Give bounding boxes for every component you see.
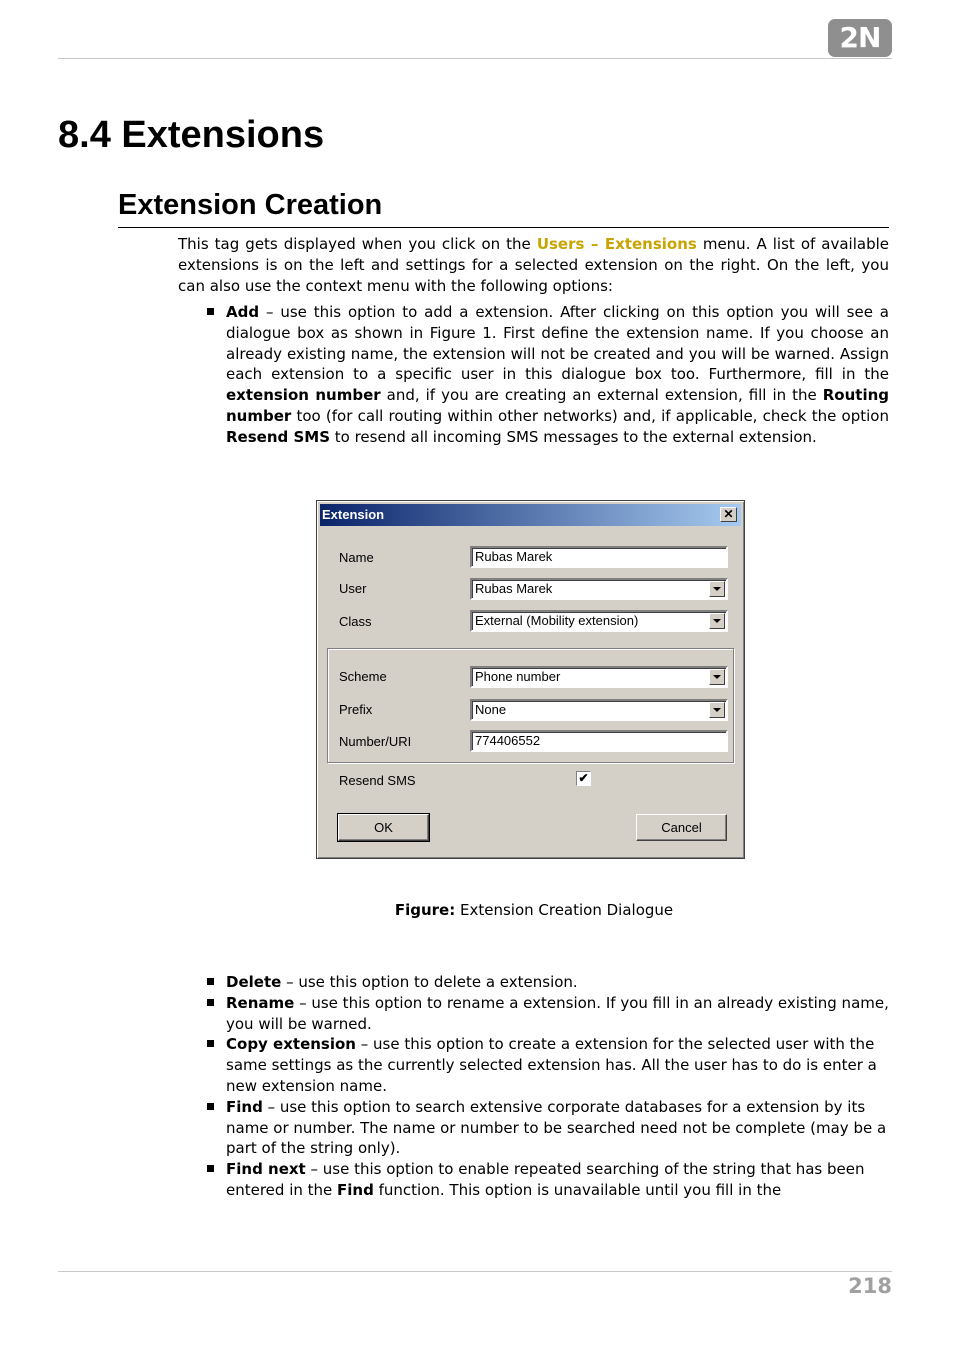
list-item-delete xyxy=(206,972,889,993)
close-icon[interactable]: ✕ xyxy=(720,507,737,522)
option-text: to resend all incoming SMS messages to the external extension. xyxy=(330,427,817,446)
chevron-down-icon[interactable] xyxy=(709,669,725,685)
list-item-copy-extension xyxy=(206,1034,889,1096)
menu-path: Users – Extensions xyxy=(536,235,697,253)
header-rule xyxy=(58,58,892,59)
chevron-down-icon[interactable] xyxy=(709,702,725,718)
extension-dialog xyxy=(316,500,745,859)
class-label: Class xyxy=(339,614,372,629)
option-term: Rename xyxy=(226,993,295,1012)
add-option-list xyxy=(206,302,889,448)
user-select-value: Rubas Marek xyxy=(475,581,553,596)
bold-term: extension number xyxy=(226,386,381,405)
option-term: Find next xyxy=(226,1160,306,1179)
option-text: – use this option to create a extension for the selected user with the same settings as the currently selected extension has. All the user has to do is enter a new extension name. xyxy=(226,1035,877,1095)
option-text: and, if you are creating an external extension, fill in the xyxy=(380,386,823,405)
option-text: – use this option to rename a extension. If you fill in an already existing name, you will be warned. xyxy=(226,993,889,1033)
option-text: – use this option to search extensive corporate databases for a extension by its name or number. The name or number to be searched need not be complete (may be a part of the string only). xyxy=(226,1097,887,1158)
dialog-title: Extension xyxy=(322,507,385,522)
bullet-square-icon xyxy=(207,1103,214,1110)
brand-logo: 2N xyxy=(828,19,892,57)
bullet-square-icon xyxy=(207,308,214,315)
user-select[interactable] xyxy=(470,578,728,600)
list-item-rename xyxy=(206,993,889,1035)
bold-term: Routing number xyxy=(226,386,889,425)
option-term: Find xyxy=(226,1097,263,1116)
scheme-select-value: Phone number xyxy=(475,669,561,684)
list-item-find-next xyxy=(206,1159,889,1201)
chevron-down-icon[interactable] xyxy=(709,613,725,629)
option-text: – use this option to add a extension. After clicking on this option you will see a dialogue box as shown in Figure 1. First define the extension name. If you choose an already existing name, the extension will not be created and you will be warned. Assign each extension to a specific user in this dialogue box too. Furthermore, fill in the xyxy=(226,303,889,384)
bullet-square-icon xyxy=(207,1165,214,1172)
prefix-select[interactable] xyxy=(470,699,728,721)
number-uri-label: Number/URI xyxy=(339,734,412,749)
bullet-square-icon xyxy=(207,999,214,1006)
intro-paragraph xyxy=(178,234,889,296)
resend-sms-label: Resend SMS xyxy=(339,773,416,788)
option-text: – use this option to enable repeated searching of the string that has been entered in the xyxy=(226,1160,865,1199)
cancel-button[interactable]: Cancel xyxy=(636,814,727,841)
subsection-title: Extension Creation xyxy=(118,185,889,228)
scheme-select[interactable] xyxy=(470,666,728,688)
bullet-square-icon xyxy=(207,978,214,985)
page-number: 218 xyxy=(848,1274,892,1298)
list-item-find xyxy=(206,1097,889,1159)
resend-sms-checkbox[interactable]: ✔ xyxy=(576,771,591,786)
option-term: Copy extension xyxy=(226,1035,356,1054)
option-term: Find xyxy=(337,1180,374,1199)
caption-text: Extension Creation Dialogue xyxy=(455,901,674,919)
option-text: – use this option to delete a extension. xyxy=(281,973,578,991)
bullet-square-icon xyxy=(207,1040,214,1047)
scheme-label: Scheme xyxy=(339,669,387,684)
caption-label: Figure: xyxy=(394,901,456,919)
user-label: User xyxy=(339,581,367,596)
class-select-value: External (Mobility extension) xyxy=(475,613,639,628)
option-term: Add xyxy=(226,303,260,321)
option-term: Delete xyxy=(226,973,282,991)
chevron-down-icon[interactable] xyxy=(709,581,725,597)
footer-rule xyxy=(58,1271,892,1272)
section-title: 8.4 Extensions xyxy=(58,114,325,156)
figure-caption xyxy=(0,899,954,921)
name-input[interactable]: Rubas Marek xyxy=(470,546,728,568)
option-text: function. This option is unavailable until you fill in the xyxy=(373,1180,782,1199)
intro-text-1: This tag gets displayed when you click on the xyxy=(178,235,537,253)
intro-text-2: menu. A list of available extensions is on the left and settings for a selected extension on the right. On the left, you can also use the context menu with the following options: xyxy=(178,235,890,295)
ok-button[interactable]: OK xyxy=(338,814,429,841)
name-label: Name xyxy=(339,550,374,565)
list-item-add xyxy=(206,302,889,448)
prefix-label: Prefix xyxy=(339,702,373,717)
dialog-titlebar xyxy=(320,504,741,526)
context-menu-options-list xyxy=(206,972,889,1201)
class-select[interactable] xyxy=(470,610,728,632)
bold-term: Resend SMS xyxy=(226,427,330,446)
option-text: too (for call routing within other networks) and, if applicable, check the option xyxy=(291,406,889,425)
number-uri-input[interactable]: 774406552 xyxy=(470,730,728,752)
prefix-select-value: None xyxy=(475,702,507,717)
